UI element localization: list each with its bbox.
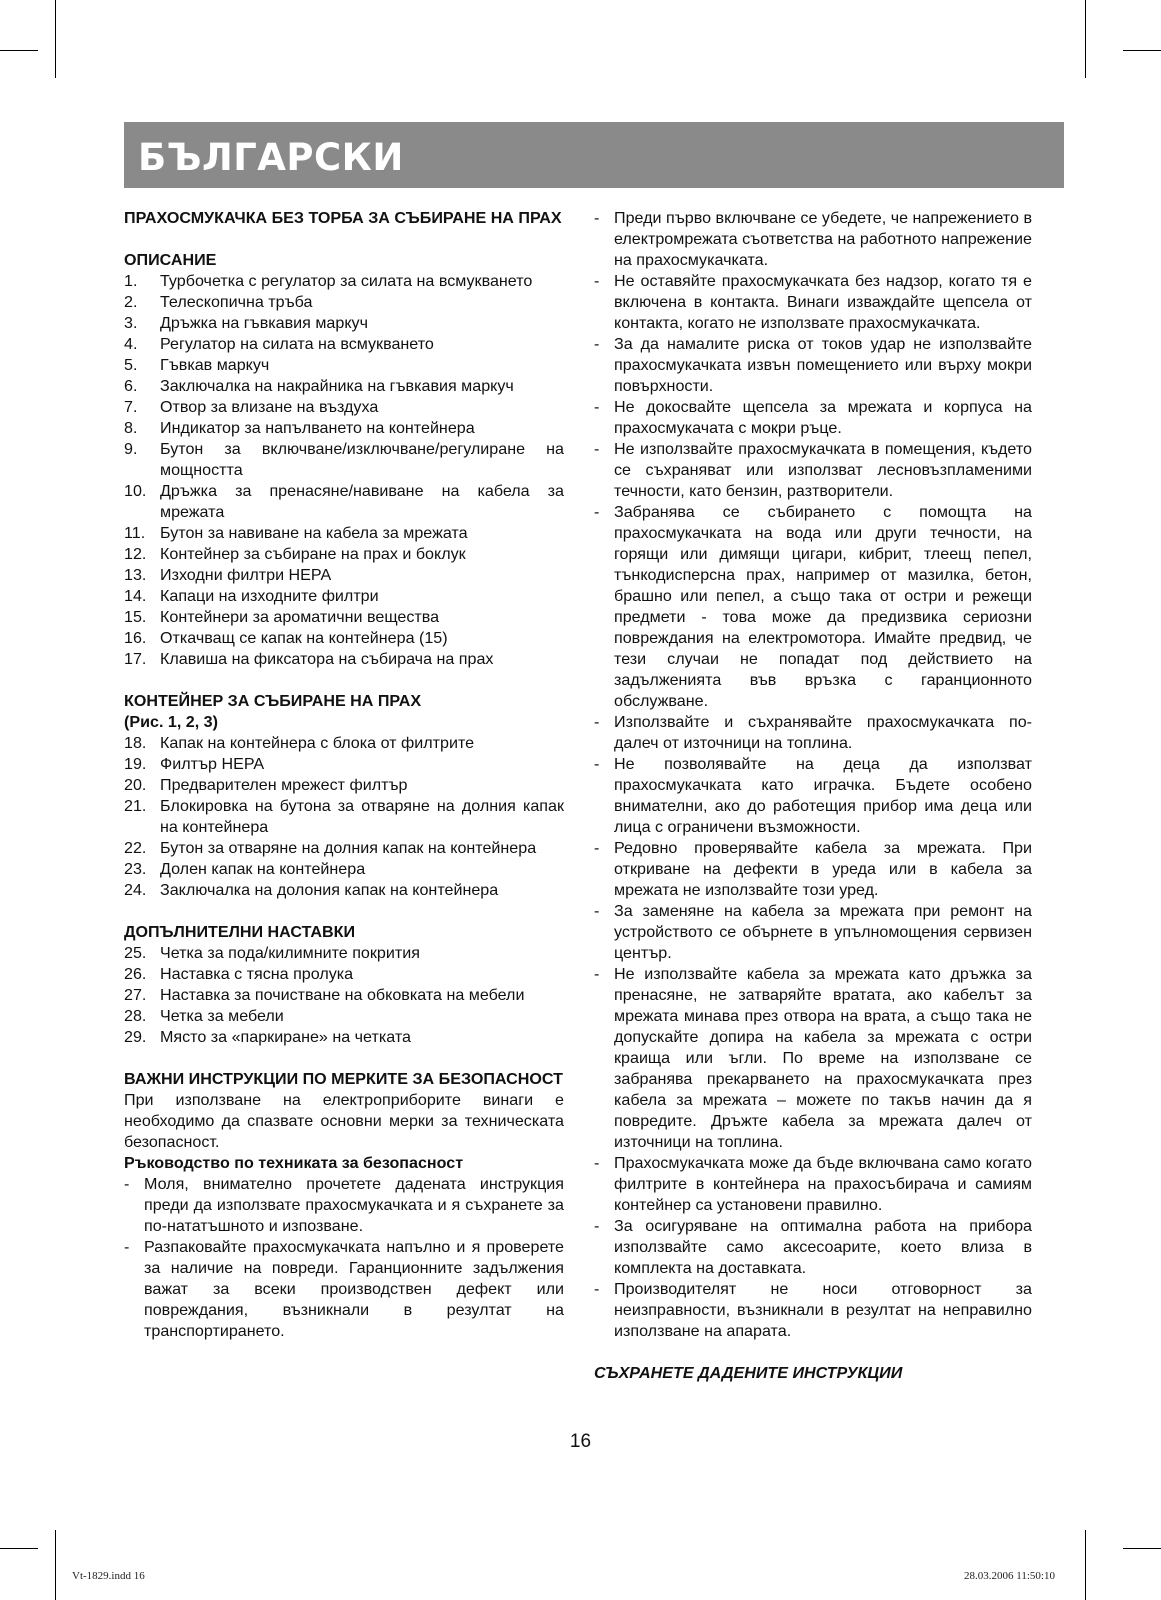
item-number: 23. (124, 860, 147, 878)
dash-marker: - (594, 965, 600, 983)
dash-marker: - (594, 209, 600, 227)
list-item (124, 334, 564, 355)
item-text: Място за «паркиране» на четката (160, 1028, 411, 1046)
safety-text: За осигуряване на оптимална работа на прибора използвайте само аксесоарите, което влиза в комплекта на доставката. (614, 1217, 1032, 1277)
item-text: Бутон за навиване на кабела за мрежата (160, 524, 468, 542)
safety-text: Не използвайте прахосмукачката в помещения, където се съхраняват или използват лесновъзпламеними течности, като бензин, разтворители. (614, 440, 1032, 500)
crop-mark (0, 50, 38, 51)
list-item (124, 964, 564, 985)
dash-marker: - (594, 335, 600, 353)
list-item (124, 1027, 564, 1048)
safety-text: Разпаковайте прахосмукачката напълно и я проверете за наличие на повреди. Гаранционните задължения важат за всеки производствен дефект или повреждания, възникнали в резултат на транспортирането. (144, 1238, 564, 1340)
safety-text: Моля, внимателно прочетете дадената инструкция преди да използвате прахосмукачката и я съхранете за по-нататъшното и изпозване. (144, 1175, 564, 1235)
crop-mark (1123, 50, 1161, 51)
safety-text: Не позволявайте на деца да използват прахосмукачката като играчка. Бъдете особено внимателни, ако до работещия прибор има деца или лица с ограничени възможности. (614, 755, 1032, 836)
item-text: Четка за мебели (160, 1007, 284, 1025)
item-number: 6. (124, 377, 138, 395)
item-number: 3. (124, 314, 138, 332)
list-item (124, 355, 564, 376)
accessories-heading: ДОПЪЛНИТЕЛНИ НАСТАВКИ (124, 923, 356, 941)
list-item (124, 292, 564, 313)
item-number: 8. (124, 419, 138, 437)
list-item (124, 775, 564, 796)
safety-item (594, 208, 1032, 271)
item-number: 9. (124, 440, 138, 458)
safety-text: Използвайте и съхранявайте прахосмукачката по-далеч от източници на топлина. (614, 713, 1032, 752)
item-number: 12. (124, 545, 147, 563)
item-text: Изходни филтри HEPA (160, 566, 332, 584)
item-text: Долен капак на контейнера (160, 860, 366, 878)
safety-heading: ВАЖНИ ИНСТРУКЦИИ ПО МЕРКИТЕ ЗА БЕЗОПАСНОСТ (124, 1070, 563, 1088)
list-item (124, 796, 564, 838)
safety-item (594, 838, 1032, 901)
page-number: 16 (569, 1431, 592, 1452)
safety-item (594, 754, 1032, 838)
dash-marker: - (594, 398, 600, 416)
safety-text: Не докосвайте щепсела за мрежата и корпуса на прахосмукачата с мокри ръце. (614, 398, 1032, 437)
item-number: 28. (124, 1007, 147, 1025)
safety-item (594, 439, 1032, 502)
safety-item (594, 1279, 1032, 1342)
item-number: 11. (124, 524, 146, 542)
item-number: 19. (124, 755, 147, 773)
item-text: Откачващ се капак на контейнера (15) (160, 629, 448, 647)
crop-mark (1085, 1530, 1086, 1600)
list-item (124, 418, 564, 439)
list-item (124, 481, 564, 523)
item-text: Дръжка за пренасяне/навиване на кабела за мрежата (160, 482, 564, 521)
item-number: 5. (124, 356, 138, 374)
item-text: Телескопична тръба (160, 293, 313, 311)
item-number: 2. (124, 293, 138, 311)
item-number: 27. (124, 986, 147, 1004)
list-item (124, 628, 564, 649)
safety-text: Производителят не носи отговорност за неизправности, възникнали в резултат на неправилно използване на апарата. (614, 1280, 1032, 1340)
item-number: 10. (124, 482, 147, 500)
list-item (124, 523, 564, 544)
keep-instructions: СЪХРАНЕТЕ ДАДЕНИТЕ ИНСТРУКЦИИ (594, 1364, 903, 1382)
item-text: Заключалка на долония капак на контейнера (160, 881, 499, 899)
safety-text: Прахосмукачката може да бъде включвана само когато филтрите в контейнера на прахосъбирача и самиям контейнер са установени правилно. (614, 1154, 1032, 1214)
item-text: Капак на контейнера с блока от филтрите (160, 734, 475, 752)
safety-text: За заменяне на кабела за мрежата при ремонт на устройството се обърнете в упълномощения сервизен център. (614, 902, 1032, 962)
list-item (124, 607, 564, 628)
item-text: Наставка с тясна пролука (160, 965, 354, 983)
safety-text: Не използвайте кабела за мрежата като дръжка за пренасяне, не затваряйте вратата, ако кабелът за мрежата минава през отвора на врата, а също така не допускайте допира на кабела за мрежата с остри краища или ъгли. По време на използване се забранява прекарването на прахосмукачката през кабела за мрежата – можете по такъв начин да я повредите. Дръжте кабела за мрежата далеч от източници на топлина. (614, 965, 1032, 1151)
item-number: 17. (124, 650, 147, 668)
list-item (124, 271, 564, 292)
list-item (124, 838, 564, 859)
item-text: Турбочетка с регулатор за силата на всмукването (160, 272, 533, 290)
guide-heading: Ръководство по техниката за безопасност (124, 1154, 464, 1172)
safety-item (594, 271, 1032, 334)
item-number: 14. (124, 587, 147, 605)
item-text: Блокировка на бутона за отваряне на долния капак на контейнера (160, 797, 564, 836)
item-text: Регулатор на силата на всмукването (160, 335, 434, 353)
list-item (124, 313, 564, 334)
item-number: 20. (124, 776, 147, 794)
list-item (124, 586, 564, 607)
safety-list-left (124, 1174, 564, 1342)
safety-item (594, 1216, 1032, 1279)
list-item (124, 439, 564, 481)
safety-item (594, 901, 1032, 964)
container-heading: КОНТЕЙНЕР ЗА СЪБИРАНЕ НА ПРАХ (124, 692, 422, 710)
list-item (124, 565, 564, 586)
item-text: Индикатор за напълването на контейнера (160, 419, 475, 437)
list-item (124, 1006, 564, 1027)
item-text: Предварителен мрежест филтър (160, 776, 408, 794)
item-number: 7. (124, 398, 138, 416)
item-number: 13. (124, 566, 147, 584)
item-text: Бутон за включване/изключване/регулиране на мощността (160, 440, 564, 479)
description-list (124, 271, 564, 670)
document-title: ПРАХОСМУКАЧКА БЕЗ ТОРБА ЗА СЪБИРАНЕ НА ПРАХ (124, 209, 562, 227)
footer-timestamp: 28.03.2006 11:50:10 (964, 1570, 1055, 1582)
dash-marker: - (594, 1280, 600, 1298)
item-text: Бутон за отваряне на долния капак на контейнера (160, 839, 537, 857)
dash-marker: - (124, 1175, 130, 1193)
item-text: Четка за пода/килимните покрития (160, 944, 420, 962)
dash-marker: - (594, 440, 600, 458)
safety-item (594, 502, 1032, 712)
item-number: 22. (124, 839, 147, 857)
crop-mark (1085, 0, 1086, 78)
crop-mark (55, 1530, 56, 1600)
item-number: 24. (124, 881, 147, 899)
safety-item (594, 397, 1032, 439)
dash-marker: - (594, 272, 600, 290)
item-number: 15. (124, 608, 147, 626)
container-parts-list (124, 733, 564, 901)
right-column (594, 208, 1032, 1384)
item-number: 18. (124, 734, 147, 752)
item-number: 4. (124, 335, 138, 353)
list-item (124, 943, 564, 964)
container-subheading: (Рис. 1, 2, 3) (124, 713, 218, 731)
list-item (124, 649, 564, 670)
item-text: Наставка за почистване на обковката на мебели (160, 986, 525, 1004)
language-banner (124, 122, 1064, 188)
item-number: 1. (124, 272, 138, 290)
safety-item (594, 712, 1032, 754)
crop-mark (55, 0, 56, 78)
item-number: 25. (124, 944, 147, 962)
list-item (124, 985, 564, 1006)
dash-marker: - (594, 1217, 600, 1235)
item-number: 21. (124, 797, 147, 815)
footer-file: Vt-1829.indd 16 (72, 1570, 145, 1582)
crop-mark (1123, 1548, 1161, 1549)
item-text: Отвор за влизане на въздуха (160, 398, 379, 416)
dash-marker: - (594, 755, 600, 773)
item-number: 26. (124, 965, 147, 983)
safety-text: За да намалите риска от токов удар не използвайте прахосмукачката извън помещението или върху мокри повърхности. (614, 335, 1032, 395)
language-title: БЪЛГАРСКИ (138, 136, 404, 179)
item-text: Капаци на изходните филтри (160, 587, 379, 605)
crop-mark (0, 1548, 38, 1549)
list-item (124, 397, 564, 418)
accessories-list (124, 943, 564, 1048)
item-number: 16. (124, 629, 147, 647)
list-item (124, 880, 564, 901)
dash-marker: - (594, 1154, 600, 1172)
item-number: 29. (124, 1028, 147, 1046)
item-text: Клавиша на фиксатора на събирача на прах (160, 650, 494, 668)
list-item (124, 544, 564, 565)
safety-item (594, 334, 1032, 397)
dash-marker: - (594, 503, 600, 521)
item-text: Гъвкав маркуч (160, 356, 270, 374)
list-item (124, 754, 564, 775)
safety-text: Забранява се събирането с помощта на прахосмукачката на вода или други течности, на горящи или димящи цигари, кибрит, тлеещ пепел, тънкодисперсна прах, например от мазилка, бетон, брашно или пепел, а също така от остри и режещи предмети - това може да предизвика сериозни повреждания на електромотора. Имайте предвид, че тези случаи не попадат под действието на задълженията във връзка с гаранционното обслужване. (614, 503, 1032, 710)
safety-item (124, 1174, 564, 1237)
safety-intro: При използване на електроприборите винаги е необходимо да спазвате основни мерки за техническата безопасност. (124, 1091, 564, 1151)
left-column (124, 208, 564, 1342)
item-text: Заключалка на накрайника на гъвкавия маркуч (160, 377, 514, 395)
safety-item (594, 964, 1032, 1153)
dash-marker: - (594, 902, 600, 920)
item-text: Филтър HEPA (160, 755, 265, 773)
safety-list-right (594, 208, 1032, 1342)
safety-text: Преди първо включване се убедете, че напрежението в електромрежата съответства на работното напрежение на прахосмукачката. (614, 209, 1032, 269)
item-text: Дръжка на гъвкавия маркуч (160, 314, 368, 332)
item-text: Контейнери за ароматични вещества (160, 608, 440, 626)
safety-item (594, 1153, 1032, 1216)
list-item (124, 859, 564, 880)
dash-marker: - (594, 713, 600, 731)
safety-text: Редовно проверявайте кабела за мрежата. При откриване на дефекти в уреда или в кабела за мрежата не използвайте този уред. (614, 839, 1032, 899)
dash-marker: - (594, 839, 600, 857)
list-item (124, 376, 564, 397)
item-text: Контейнер за събиране на прах и боклук (160, 545, 466, 563)
list-item (124, 733, 564, 754)
dash-marker: - (124, 1238, 130, 1256)
description-heading: ОПИСАНИЕ (124, 251, 217, 269)
safety-item (124, 1237, 564, 1342)
safety-text: Не оставяйте прахосмукачката без надзор, когато тя е включена в контакта. Винаги изваждайте щепсела от контакта, когато не използвате прахосмукачката. (614, 272, 1032, 332)
